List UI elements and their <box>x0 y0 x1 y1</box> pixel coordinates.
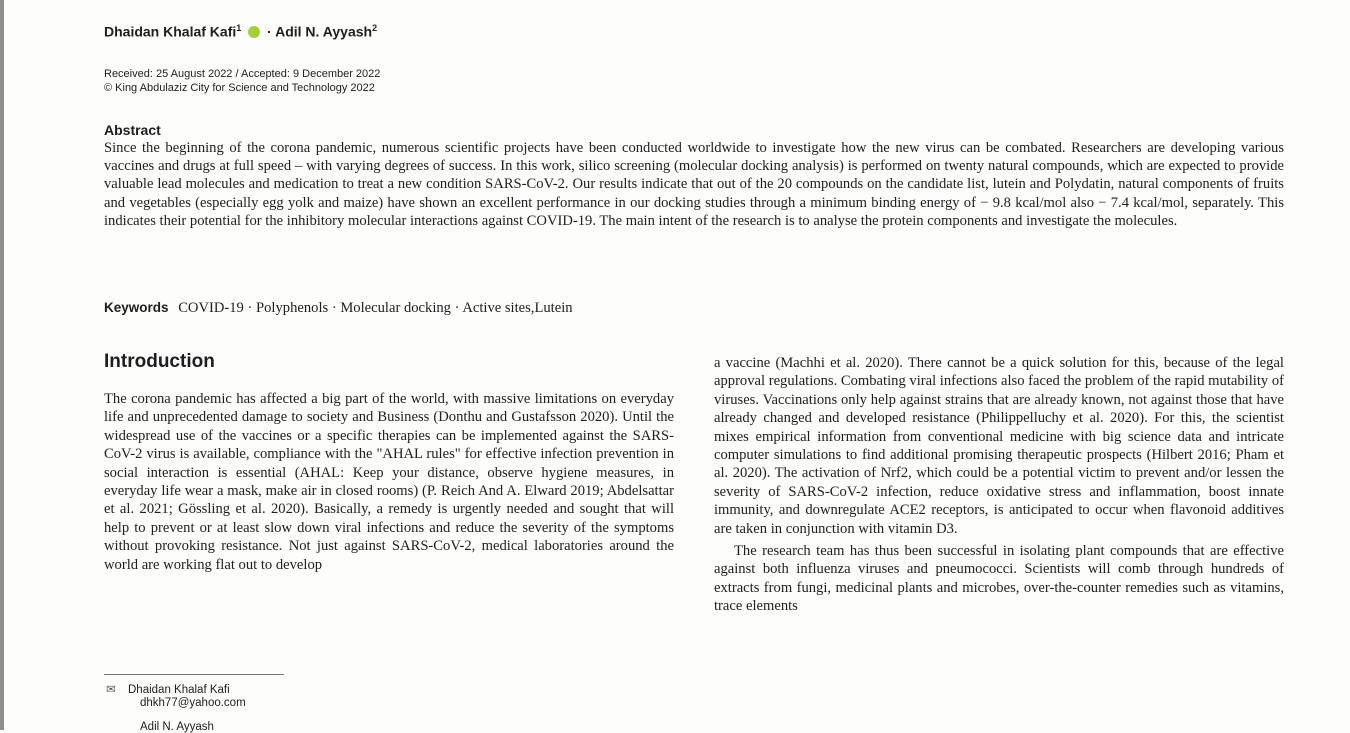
author-2-affiliation: 2 <box>372 23 378 33</box>
author-separator: · <box>267 23 272 40</box>
received-accepted: Received: 25 August 2022 / Accepted: 9 December 2022 <box>104 68 381 80</box>
author-2-name: Adil N. Ayyash <box>275 23 373 40</box>
envelope-icon: ✉ <box>106 684 116 696</box>
abstract-text: Since the beginning of the corona pandemic, numerous scientific projects have been conducted worldwide to investigate how the new virus can be combated. Researchers are developing various vaccines and drugs at full speed – with varying degrees of success. In this work, silico screening (molecular docking analysis) is performed on twenty natural compounds, which are expected to provide valuable lead molecules and medication to treat a new condition SARS-CoV-2. Our results indicate that out of the 20 compounds on the candidate list, lutein and Polydatin, natural components of fruits and vegetables (especially egg yolk and maize) have shown an excellent performance in our docking studies through a minimum binding energy of − 9.8 kcal/mol also − 7.4 kcal/mol, separately. This indicates their potential for the inhibitory molecular interactions against COVID-19. The main intent of the research is to analyse the protein components and investigate the molecules. <box>104 140 1284 229</box>
introduction-left-column <box>104 390 674 574</box>
corresponding-author-footnote <box>106 684 246 710</box>
introduction-paragraph-2: The research team has thus been successful in isolating plant compounds that are effective against both influenza viruses and pneumococci. Scientists will comb through hundreds of extracts from fungi, medicinal plants and microbes, over-the-counter remedies such as vitamins, trace elements <box>714 543 1284 615</box>
corresponding-author-name: Dhaidan Khalaf Kafi <box>128 684 230 696</box>
keywords-line <box>104 300 573 317</box>
introduction-right-column <box>714 354 1284 616</box>
introduction-paragraph-1-cont: a vaccine (Machhi et al. 2020). There cannot be a quick solution for this, because of the legal approval regulations. Combating viral infections also faced the problem of the rapid mutability of viruses. Vaccinations only help against strains that are already known, not against those that have already changed and developed resistance (Philippelluchy et al. 2020). For this, the scientist mixes empirical information from conventional medicine with big science data and intricate computer simulations to find additional promising therapeutic prospects (Hilbert 2016; Pham et al. 2020). The activation of Nrf2, which could be a potential victim to prevent and/or lessen the severity of SARS-CoV-2 infection, reduce oxidative stress and inflammation, boost innate immunity, and downregulate ACE2 receptors, is anticipated to occur when flavonoid additives are taken in conjunction with vitamin D3. <box>714 355 1284 537</box>
keywords-list: COVID-19 · Polyphenols · Molecular docking · Active sites,Lutein <box>178 300 573 316</box>
publication-dates <box>104 67 380 95</box>
footnote-divider <box>104 674 284 675</box>
introduction-paragraph-1: The corona pandemic has affected a big part of the world, with massive limitations on everyday life and unprecedented damage to society and Business (Donthu and Gustafsson 2020). Until the widespread use of the vaccines or a specific therapies can be implemented against the SARS-CoV-2 virus is available, compliance with the "AHAL rules" for effective infection prevention in social interaction is essential (AHAL: Keep your distance, observe hygiene measures, in everyday life wear a mask, make air in closed rooms) (P. Reich And A. Elward 2019; Abdelsattar et al. 2021; Gössling et al. 2020). Basically, a remedy is urgently needed and sought that will help to prevent or at least slow down viral infections and reduce the severity of the symptoms without provoking resistance. Not just against SARS-CoV-2, medical laboratories around the world are working flat out to develop <box>104 391 674 573</box>
copyright-notice: © King Abdulaziz City for Science and Technology 2022 <box>104 82 375 94</box>
corresponding-author-email[interactable]: dhkh77@yahoo.com <box>140 697 246 709</box>
orcid-icon[interactable] <box>248 26 260 38</box>
introduction-heading: Introduction <box>104 351 215 372</box>
author-1-affiliation: 1 <box>236 23 242 33</box>
author-1-name: Dhaidan Khalaf Kafi <box>104 23 237 40</box>
abstract-heading: Abstract <box>104 122 161 138</box>
keywords-label: Keywords <box>104 300 169 315</box>
author-line <box>104 23 377 40</box>
second-author-footnote: Adil N. Ayyash <box>140 721 214 733</box>
page-edge <box>0 0 4 730</box>
